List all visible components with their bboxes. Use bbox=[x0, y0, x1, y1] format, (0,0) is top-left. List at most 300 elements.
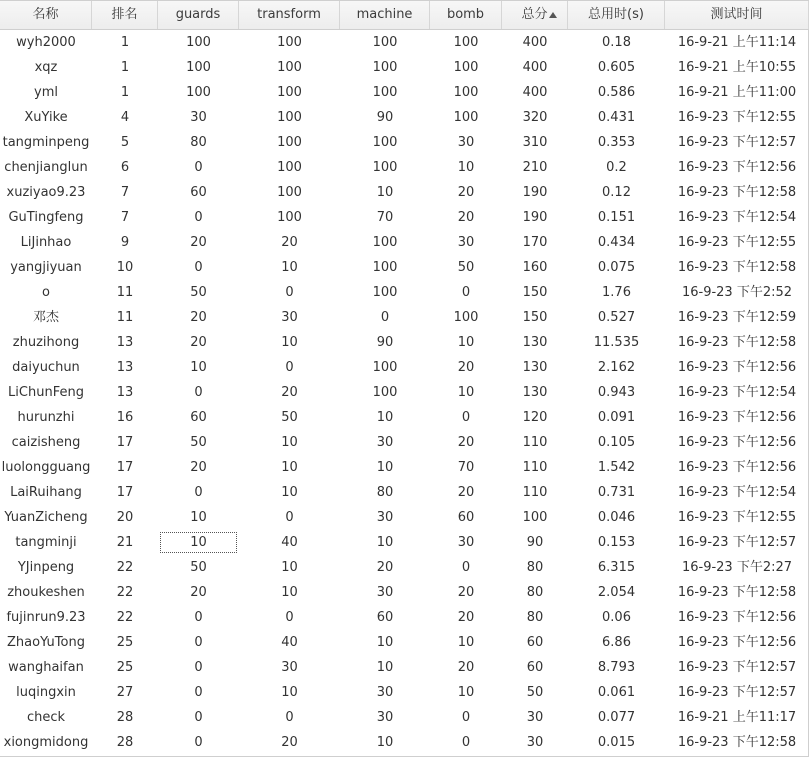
cell-guards[interactable]: 100 bbox=[186, 60, 211, 75]
cell-test-time[interactable]: 16-9-23 下午12:57 bbox=[677, 660, 797, 675]
cell-test-time[interactable]: 16-9-23 下午12:58 bbox=[677, 735, 797, 750]
cell-bomb[interactable]: 20 bbox=[457, 585, 475, 600]
cell-transform[interactable]: 10 bbox=[281, 260, 298, 275]
cell-transform[interactable]: 100 bbox=[277, 85, 302, 100]
cell-transform[interactable]: 10 bbox=[281, 460, 298, 475]
cell-time[interactable]: 0.105 bbox=[597, 435, 636, 450]
cell-time[interactable]: 0.06 bbox=[602, 610, 631, 625]
table-row[interactable] bbox=[0, 505, 809, 530]
cell-bomb[interactable]: 0 bbox=[461, 285, 471, 300]
cell-rank[interactable]: 10 bbox=[116, 260, 134, 275]
cell-total[interactable]: 110 bbox=[522, 460, 548, 475]
cell-machine[interactable]: 30 bbox=[376, 710, 394, 725]
cell-bomb[interactable]: 100 bbox=[453, 310, 479, 325]
cell-bomb[interactable]: 10 bbox=[457, 635, 475, 650]
cell-guards[interactable]: 30 bbox=[190, 110, 207, 125]
cell-rank[interactable]: 13 bbox=[116, 360, 134, 375]
cell-total[interactable]: 150 bbox=[522, 310, 548, 325]
cell-rank[interactable]: 22 bbox=[116, 585, 134, 600]
cell-name[interactable]: yangjiyuan bbox=[10, 260, 82, 275]
cell-transform[interactable]: 0 bbox=[285, 510, 294, 525]
cell-transform[interactable]: 100 bbox=[277, 185, 302, 200]
cell-guards[interactable]: 0 bbox=[194, 710, 203, 725]
cell-bomb[interactable]: 100 bbox=[453, 60, 479, 75]
cell-total[interactable]: 130 bbox=[522, 335, 548, 350]
cell-rank[interactable]: 1 bbox=[120, 60, 130, 75]
cell-test-time[interactable]: 16-9-23 下午12:56 bbox=[677, 610, 797, 625]
cell-time[interactable]: 0.527 bbox=[597, 310, 636, 325]
cell-machine[interactable]: 30 bbox=[376, 585, 394, 600]
cell-rank[interactable]: 4 bbox=[120, 110, 130, 125]
cell-transform[interactable]: 100 bbox=[277, 135, 302, 150]
cell-guards[interactable]: 20 bbox=[190, 585, 207, 600]
cell-total[interactable]: 60 bbox=[526, 660, 544, 675]
cell-machine[interactable]: 100 bbox=[372, 260, 398, 275]
cell-rank[interactable]: 6 bbox=[120, 160, 130, 175]
cell-rank[interactable]: 16 bbox=[116, 410, 134, 425]
cell-time[interactable]: 0.434 bbox=[597, 235, 636, 250]
table-row[interactable] bbox=[0, 605, 809, 630]
cell-name[interactable]: check bbox=[26, 710, 66, 725]
cell-rank[interactable]: 20 bbox=[116, 510, 134, 525]
cell-bomb[interactable]: 10 bbox=[457, 335, 475, 350]
cell-time[interactable]: 1.542 bbox=[597, 460, 636, 475]
column-header-name[interactable] bbox=[0, 1, 92, 29]
cell-bomb[interactable]: 100 bbox=[453, 110, 479, 125]
table-row[interactable] bbox=[0, 655, 809, 680]
cell-test-time[interactable]: 16-9-23 下午12:56 bbox=[677, 635, 797, 650]
cell-machine[interactable]: 80 bbox=[376, 485, 394, 500]
cell-transform[interactable]: 0 bbox=[285, 285, 294, 300]
cell-bomb[interactable]: 20 bbox=[457, 660, 475, 675]
cell-time[interactable]: 6.315 bbox=[597, 560, 636, 575]
cell-total[interactable]: 50 bbox=[526, 685, 544, 700]
cell-rank[interactable]: 28 bbox=[116, 710, 134, 725]
cell-guards[interactable]: 0 bbox=[194, 385, 203, 400]
cell-transform[interactable]: 100 bbox=[277, 60, 302, 75]
cell-name[interactable]: tangminpeng bbox=[2, 135, 90, 150]
cell-time[interactable]: 0.153 bbox=[597, 535, 636, 550]
cell-rank[interactable]: 28 bbox=[116, 735, 134, 750]
cell-bomb[interactable]: 30 bbox=[457, 535, 475, 550]
cell-bomb[interactable]: 50 bbox=[457, 260, 475, 275]
cell-machine[interactable]: 100 bbox=[372, 285, 398, 300]
cell-total[interactable]: 60 bbox=[526, 635, 544, 650]
cell-name[interactable]: chenjianglun bbox=[4, 160, 88, 175]
cell-transform[interactable]: 0 bbox=[285, 710, 294, 725]
table-row[interactable] bbox=[0, 130, 809, 155]
cell-name[interactable]: YuanZicheng bbox=[4, 510, 88, 525]
cell-machine[interactable]: 70 bbox=[376, 210, 394, 225]
cell-test-time[interactable]: 16-9-21 上午11:00 bbox=[677, 85, 797, 100]
cell-total[interactable]: 320 bbox=[522, 110, 548, 125]
table-row[interactable] bbox=[0, 30, 809, 55]
cell-guards[interactable]: 20 bbox=[190, 460, 207, 475]
cell-name[interactable]: xuziyao9.23 bbox=[6, 185, 86, 200]
cell-test-time[interactable]: 16-9-23 下午12:55 bbox=[677, 510, 797, 525]
column-header-machine[interactable] bbox=[340, 1, 430, 29]
table-row[interactable] bbox=[0, 430, 809, 455]
table-row[interactable] bbox=[0, 405, 809, 430]
cell-bomb[interactable]: 0 bbox=[461, 560, 471, 575]
cell-guards[interactable]: 20 bbox=[190, 310, 207, 325]
cell-bomb[interactable]: 100 bbox=[453, 35, 479, 50]
table-row[interactable] bbox=[0, 355, 809, 380]
table-row[interactable] bbox=[0, 155, 809, 180]
cell-time[interactable]: 0.605 bbox=[597, 60, 636, 75]
cell-time[interactable]: 0.015 bbox=[597, 735, 636, 750]
cell-guards[interactable]: 10 bbox=[158, 530, 239, 555]
cell-machine[interactable]: 100 bbox=[372, 385, 398, 400]
column-header-guards[interactable] bbox=[158, 1, 239, 29]
cell-rank[interactable]: 27 bbox=[116, 685, 134, 700]
cell-bomb[interactable]: 20 bbox=[457, 610, 475, 625]
cell-test-time[interactable]: 16-9-23 下午12:57 bbox=[677, 535, 797, 550]
cell-guards[interactable]: 0 bbox=[194, 610, 203, 625]
cell-machine[interactable]: 10 bbox=[376, 410, 394, 425]
table-row[interactable] bbox=[0, 230, 809, 255]
cell-transform[interactable]: 0 bbox=[285, 610, 294, 625]
cell-guards[interactable]: 50 bbox=[190, 435, 207, 450]
cell-rank[interactable]: 1 bbox=[120, 35, 130, 50]
cell-test-time[interactable]: 16-9-23 下午2:27 bbox=[681, 560, 793, 575]
cell-guards[interactable]: 0 bbox=[194, 660, 203, 675]
cell-transform[interactable]: 100 bbox=[277, 110, 302, 125]
table-row[interactable] bbox=[0, 630, 809, 655]
cell-total[interactable]: 170 bbox=[522, 235, 548, 250]
cell-bomb[interactable]: 20 bbox=[457, 360, 475, 375]
cell-guards[interactable]: 20 bbox=[190, 235, 207, 250]
cell-machine[interactable]: 0 bbox=[380, 310, 390, 325]
cell-transform[interactable]: 10 bbox=[281, 560, 298, 575]
cell-rank[interactable]: 21 bbox=[116, 535, 134, 550]
cell-machine[interactable]: 100 bbox=[372, 85, 398, 100]
cell-transform[interactable]: 30 bbox=[281, 660, 298, 675]
cell-bomb[interactable]: 0 bbox=[461, 410, 471, 425]
cell-total[interactable]: 150 bbox=[522, 285, 548, 300]
cell-time[interactable]: 0.075 bbox=[597, 260, 636, 275]
cell-machine[interactable]: 100 bbox=[372, 35, 398, 50]
cell-rank[interactable]: 13 bbox=[116, 335, 134, 350]
cell-transform[interactable]: 20 bbox=[281, 235, 298, 250]
cell-guards[interactable]: 20 bbox=[190, 335, 207, 350]
cell-bomb[interactable]: 10 bbox=[457, 385, 475, 400]
cell-machine[interactable]: 30 bbox=[376, 685, 394, 700]
cell-machine[interactable]: 100 bbox=[372, 160, 398, 175]
cell-total[interactable]: 100 bbox=[522, 510, 548, 525]
cell-name[interactable]: tangminji bbox=[15, 535, 77, 550]
cell-bomb[interactable]: 20 bbox=[457, 185, 475, 200]
cell-guards[interactable]: 50 bbox=[190, 560, 207, 575]
table-row[interactable] bbox=[0, 730, 809, 755]
cell-time[interactable]: 8.793 bbox=[597, 660, 636, 675]
cell-bomb[interactable]: 100 bbox=[453, 85, 479, 100]
cell-machine[interactable]: 100 bbox=[372, 360, 398, 375]
cell-test-time[interactable]: 16-9-23 下午12:57 bbox=[677, 135, 797, 150]
column-header-total[interactable] bbox=[502, 1, 568, 29]
cell-name[interactable]: yml bbox=[34, 85, 58, 100]
cell-test-time[interactable]: 16-9-23 下午2:52 bbox=[681, 285, 793, 300]
table-row[interactable] bbox=[0, 280, 809, 305]
cell-name[interactable]: hurunzhi bbox=[17, 410, 75, 425]
cell-total[interactable]: 80 bbox=[526, 585, 544, 600]
cell-name[interactable]: caizisheng bbox=[11, 435, 81, 450]
cell-name[interactable]: luolongguang bbox=[1, 460, 91, 475]
cell-test-time[interactable]: 16-9-23 下午12:58 bbox=[677, 185, 797, 200]
cell-transform[interactable]: 100 bbox=[277, 210, 302, 225]
cell-test-time[interactable]: 16-9-23 下午12:55 bbox=[677, 235, 797, 250]
cell-test-time[interactable]: 16-9-23 下午12:56 bbox=[677, 160, 797, 175]
cell-total[interactable]: 160 bbox=[522, 260, 548, 275]
column-header-bomb[interactable] bbox=[430, 1, 502, 29]
cell-machine[interactable]: 90 bbox=[376, 335, 394, 350]
cell-transform[interactable]: 100 bbox=[277, 160, 302, 175]
cell-test-time[interactable]: 16-9-21 上午11:17 bbox=[677, 710, 797, 725]
table-row[interactable] bbox=[0, 380, 809, 405]
column-header-transform[interactable] bbox=[239, 1, 340, 29]
cell-name[interactable]: ZhaoYuTong bbox=[7, 635, 85, 650]
cell-total[interactable]: 110 bbox=[522, 435, 548, 450]
cell-machine[interactable]: 60 bbox=[376, 610, 394, 625]
cell-rank[interactable]: 7 bbox=[120, 210, 130, 225]
cell-name[interactable]: LiJinhao bbox=[20, 235, 72, 250]
cell-time[interactable]: 0.431 bbox=[597, 110, 636, 125]
cell-machine[interactable]: 10 bbox=[376, 460, 394, 475]
cell-time[interactable]: 2.054 bbox=[597, 585, 636, 600]
cell-bomb[interactable]: 30 bbox=[457, 235, 475, 250]
table-row[interactable] bbox=[0, 480, 809, 505]
cell-total[interactable]: 120 bbox=[522, 410, 548, 425]
cell-time[interactable]: 0.091 bbox=[597, 410, 636, 425]
cell-machine[interactable]: 10 bbox=[376, 635, 394, 650]
cell-test-time[interactable]: 16-9-23 下午12:58 bbox=[677, 335, 797, 350]
cell-test-time[interactable]: 16-9-23 下午12:56 bbox=[677, 435, 797, 450]
cell-time[interactable]: 0.943 bbox=[597, 385, 636, 400]
cell-machine[interactable]: 10 bbox=[376, 535, 394, 550]
cell-name[interactable]: xiongmidong bbox=[3, 735, 89, 750]
cell-bomb[interactable]: 70 bbox=[457, 460, 475, 475]
cell-transform[interactable]: 10 bbox=[281, 435, 298, 450]
cell-bomb[interactable]: 30 bbox=[457, 135, 475, 150]
cell-machine[interactable]: 30 bbox=[376, 435, 394, 450]
cell-guards[interactable]: 0 bbox=[194, 160, 203, 175]
cell-rank[interactable]: 22 bbox=[116, 560, 134, 575]
cell-machine[interactable]: 30 bbox=[376, 510, 394, 525]
cell-test-time[interactable]: 16-9-23 下午12:55 bbox=[677, 110, 797, 125]
cell-guards[interactable]: 0 bbox=[194, 260, 203, 275]
table-row[interactable] bbox=[0, 180, 809, 205]
cell-guards[interactable]: 0 bbox=[194, 735, 203, 750]
column-header-time[interactable] bbox=[568, 1, 665, 29]
cell-rank[interactable]: 17 bbox=[116, 435, 134, 450]
cell-test-time[interactable]: 16-9-23 下午12:56 bbox=[677, 410, 797, 425]
cell-machine[interactable]: 100 bbox=[372, 135, 398, 150]
cell-name[interactable]: fujinrun9.23 bbox=[6, 610, 86, 625]
cell-transform[interactable]: 50 bbox=[281, 410, 298, 425]
cell-transform[interactable]: 40 bbox=[281, 635, 298, 650]
cell-rank[interactable]: 13 bbox=[116, 385, 134, 400]
cell-total[interactable]: 400 bbox=[522, 60, 548, 75]
cell-test-time[interactable]: 16-9-21 上午11:14 bbox=[677, 35, 797, 50]
cell-time[interactable]: 0.077 bbox=[597, 710, 636, 725]
cell-machine[interactable]: 20 bbox=[376, 560, 394, 575]
cell-transform[interactable]: 10 bbox=[281, 585, 298, 600]
cell-name[interactable]: wyh2000 bbox=[16, 35, 76, 50]
cell-name[interactable]: GuTingfeng bbox=[8, 210, 84, 225]
cell-test-time[interactable]: 16-9-23 下午12:58 bbox=[677, 585, 797, 600]
cell-name[interactable]: daiyuchun bbox=[12, 360, 80, 375]
cell-test-time[interactable]: 16-9-23 下午12:54 bbox=[677, 385, 797, 400]
column-header-test-time[interactable] bbox=[665, 1, 809, 29]
table-row[interactable] bbox=[0, 680, 809, 705]
cell-guards[interactable]: 60 bbox=[190, 185, 207, 200]
cell-name[interactable]: wanghaifan bbox=[8, 660, 84, 675]
table-row[interactable] bbox=[0, 530, 809, 555]
cell-total[interactable]: 130 bbox=[522, 360, 548, 375]
cell-total[interactable]: 80 bbox=[526, 610, 544, 625]
cell-time[interactable]: 2.162 bbox=[597, 360, 636, 375]
cell-test-time[interactable]: 16-9-23 下午12:57 bbox=[677, 685, 797, 700]
cell-rank[interactable]: 25 bbox=[116, 660, 134, 675]
cell-rank[interactable]: 11 bbox=[116, 285, 134, 300]
cell-machine[interactable]: 10 bbox=[376, 735, 394, 750]
cell-machine[interactable]: 10 bbox=[376, 185, 394, 200]
cell-guards[interactable]: 50 bbox=[190, 285, 207, 300]
cell-transform[interactable]: 10 bbox=[281, 685, 298, 700]
cell-guards[interactable]: 0 bbox=[194, 635, 203, 650]
table-row[interactable] bbox=[0, 105, 809, 130]
table-row[interactable] bbox=[0, 55, 809, 80]
cell-bomb[interactable]: 60 bbox=[457, 510, 475, 525]
cell-time[interactable]: 0.151 bbox=[597, 210, 636, 225]
cell-test-time[interactable]: 16-9-23 下午12:56 bbox=[677, 460, 797, 475]
cell-time[interactable]: 0.18 bbox=[602, 35, 631, 50]
cell-test-time[interactable]: 16-9-23 下午12:54 bbox=[677, 210, 797, 225]
cell-transform[interactable]: 0 bbox=[285, 360, 294, 375]
cell-bomb[interactable]: 20 bbox=[457, 210, 475, 225]
cell-bomb[interactable]: 10 bbox=[457, 160, 475, 175]
cell-bomb[interactable]: 0 bbox=[461, 710, 471, 725]
cell-guards[interactable]: 80 bbox=[190, 135, 207, 150]
table-row[interactable] bbox=[0, 80, 809, 105]
cell-guards[interactable]: 100 bbox=[186, 85, 211, 100]
cell-guards[interactable]: 0 bbox=[194, 485, 203, 500]
cell-guards[interactable]: 0 bbox=[194, 685, 203, 700]
cell-transform[interactable]: 20 bbox=[281, 385, 298, 400]
cell-total[interactable]: 190 bbox=[522, 210, 548, 225]
cell-bomb[interactable]: 10 bbox=[457, 685, 475, 700]
cell-name[interactable]: zhuzihong bbox=[12, 335, 80, 350]
cell-transform[interactable]: 30 bbox=[281, 310, 298, 325]
cell-test-time[interactable]: 16-9-23 下午12:58 bbox=[677, 260, 797, 275]
cell-total[interactable]: 90 bbox=[526, 535, 544, 550]
cell-rank[interactable]: 11 bbox=[116, 310, 134, 325]
cell-rank[interactable]: 5 bbox=[120, 135, 130, 150]
cell-name[interactable]: luqingxin bbox=[16, 685, 76, 700]
cell-rank[interactable]: 22 bbox=[116, 610, 134, 625]
cell-total[interactable]: 210 bbox=[522, 160, 548, 175]
cell-test-time[interactable]: 16-9-23 下午12:59 bbox=[677, 310, 797, 325]
table-row[interactable] bbox=[0, 455, 809, 480]
table-row[interactable] bbox=[0, 205, 809, 230]
cell-rank[interactable]: 17 bbox=[116, 485, 134, 500]
column-header-label: 名称 bbox=[32, 7, 59, 22]
cell-time[interactable]: 0.12 bbox=[602, 185, 631, 200]
cell-bomb[interactable]: 0 bbox=[461, 735, 471, 750]
cell-machine[interactable]: 90 bbox=[376, 110, 394, 125]
cell-total[interactable]: 30 bbox=[526, 735, 544, 750]
cell-time[interactable]: 11.535 bbox=[593, 335, 640, 350]
cell-total[interactable]: 110 bbox=[522, 485, 548, 500]
cell-rank[interactable]: 25 bbox=[116, 635, 134, 650]
cell-name[interactable]: zhoukeshen bbox=[7, 585, 85, 600]
cell-name[interactable]: xqz bbox=[34, 60, 58, 75]
cell-rank[interactable]: 7 bbox=[120, 185, 130, 200]
cell-total[interactable]: 190 bbox=[522, 185, 548, 200]
cell-time[interactable]: 0.061 bbox=[597, 685, 636, 700]
cell-test-time[interactable]: 16-9-21 上午10:55 bbox=[677, 60, 797, 75]
cell-time[interactable]: 1.76 bbox=[602, 285, 631, 300]
cell-test-time[interactable]: 16-9-23 下午12:56 bbox=[677, 360, 797, 375]
table-row[interactable] bbox=[0, 580, 809, 605]
cell-name[interactable]: YJinpeng bbox=[17, 560, 75, 575]
cell-rank[interactable]: 9 bbox=[120, 235, 130, 250]
cell-time[interactable]: 0.586 bbox=[597, 85, 636, 100]
table-row[interactable] bbox=[0, 330, 809, 355]
cell-rank[interactable]: 17 bbox=[116, 460, 134, 475]
cell-transform[interactable]: 20 bbox=[281, 735, 298, 750]
cell-total[interactable]: 310 bbox=[522, 135, 548, 150]
cell-machine[interactable]: 10 bbox=[376, 660, 394, 675]
cell-name[interactable]: 邓杰 bbox=[32, 310, 59, 325]
table-row[interactable] bbox=[0, 705, 809, 730]
cell-time[interactable]: 0.353 bbox=[597, 135, 636, 150]
column-header-rank[interactable] bbox=[92, 1, 158, 29]
cell-total[interactable]: 400 bbox=[522, 35, 548, 50]
cell-transform[interactable]: 100 bbox=[277, 35, 302, 50]
cell-total[interactable]: 130 bbox=[522, 385, 548, 400]
cell-transform[interactable]: 10 bbox=[281, 335, 298, 350]
cell-transform[interactable]: 10 bbox=[281, 485, 298, 500]
cell-transform[interactable]: 40 bbox=[281, 535, 298, 550]
cell-test-time[interactable]: 16-9-23 下午12:54 bbox=[677, 485, 797, 500]
cell-time[interactable]: 6.86 bbox=[602, 635, 631, 650]
cell-total[interactable]: 80 bbox=[526, 560, 544, 575]
cell-bomb[interactable]: 20 bbox=[457, 485, 475, 500]
cell-guards[interactable]: 60 bbox=[190, 410, 207, 425]
table-row[interactable] bbox=[0, 255, 809, 280]
cell-guards[interactable]: 10 bbox=[190, 360, 207, 375]
cell-machine[interactable]: 100 bbox=[372, 235, 398, 250]
table-row[interactable] bbox=[0, 555, 809, 580]
cell-time[interactable]: 0.731 bbox=[597, 485, 636, 500]
cell-name[interactable]: LiChunFeng bbox=[8, 385, 84, 400]
cell-time[interactable]: 0.046 bbox=[597, 510, 636, 525]
cell-name[interactable]: LaiRuihang bbox=[10, 485, 82, 500]
cell-total[interactable]: 30 bbox=[526, 710, 544, 725]
table-row[interactable] bbox=[0, 305, 809, 330]
cell-guards[interactable]: 0 bbox=[194, 210, 203, 225]
cell-guards[interactable]: 100 bbox=[186, 35, 211, 50]
cell-total[interactable]: 400 bbox=[522, 85, 548, 100]
cell-name[interactable]: XuYike bbox=[24, 110, 68, 125]
cell-bomb[interactable]: 20 bbox=[457, 435, 475, 450]
cell-name[interactable]: o bbox=[42, 285, 50, 300]
cell-guards[interactable]: 10 bbox=[190, 510, 207, 525]
cell-time[interactable]: 0.2 bbox=[606, 160, 627, 175]
cell-machine[interactable]: 100 bbox=[372, 60, 398, 75]
cell-rank[interactable]: 1 bbox=[120, 85, 130, 100]
